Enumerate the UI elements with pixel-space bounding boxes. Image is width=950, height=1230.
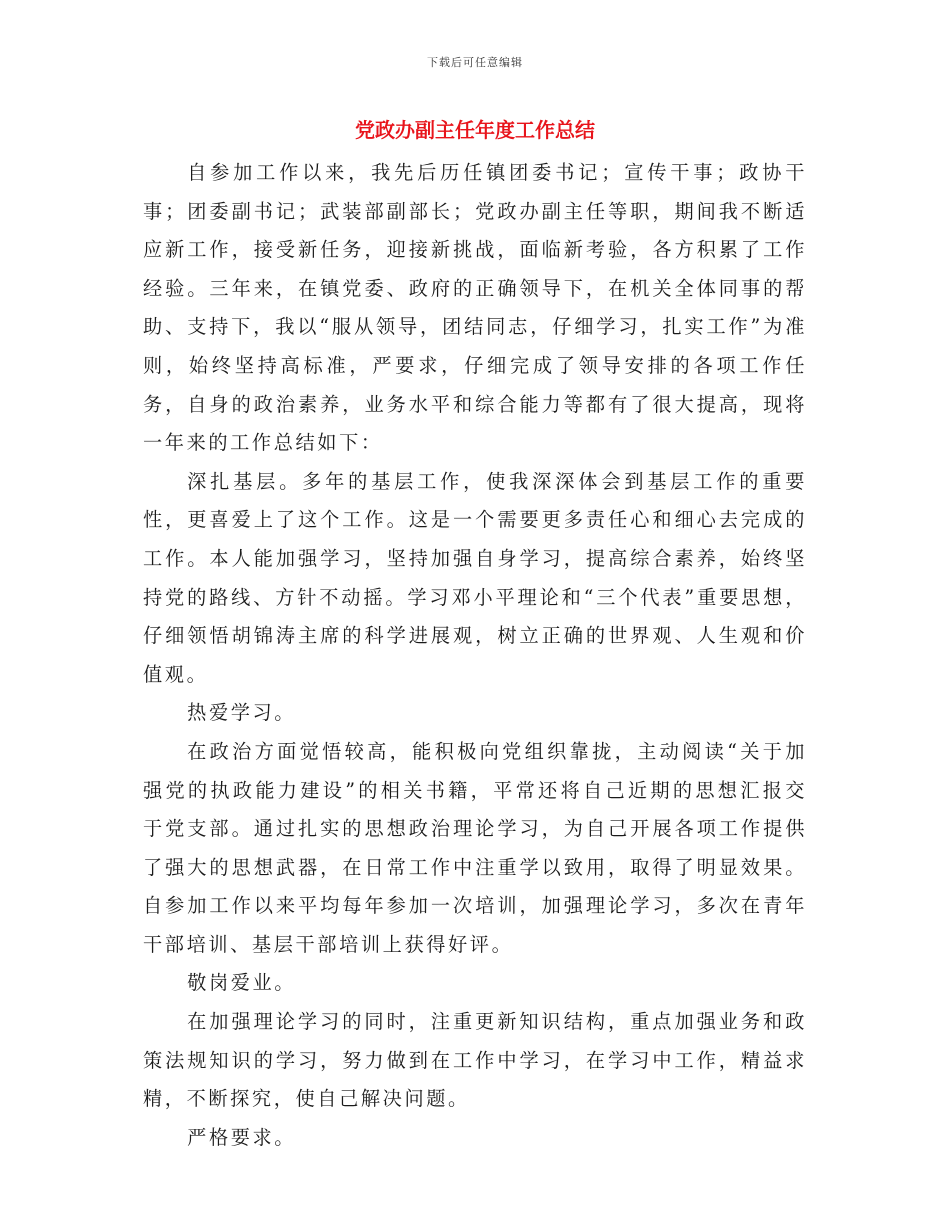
header-note: 下载后可任意编辑 bbox=[427, 56, 523, 69]
section-heading-study: 热爱学习。 bbox=[187, 701, 297, 725]
paragraph-dedication: 在加强理论学习的同时，注重更新知识结构，重点加强业务和政策法规知识的学习，努力做到在工作中学习，在学习中工作，精益求精，不断探究，使自己解决问题。 bbox=[143, 1010, 807, 1111]
section-heading-dedication: 敬岗爱业。 bbox=[187, 971, 297, 995]
paragraph-intro: 自参加工作以来，我先后历任镇团委书记；宣传干事；政协干事；团委副书记；武装部副部长；党政办副主任等职，期间我不断适应新工作，接受新任务，迎接新挑战，面临新考验，各方积累了工作经验。三年来，在镇党委、政府的正确领导下，在机关全体同事的帮助、支持下，我以“服从领导，团结同志，仔细学习，扎实工作”为准则，始终坚持高标准，严要求，仔细完成了领导安排的各项工作任务，自身的政治素养，业务水平和综合能力等都有了很大提高，现将一年来的工作总结如下： bbox=[143, 161, 807, 455]
paragraph-study: 在政治方面觉悟较高，能积极向党组织靠拢，主动阅读“关于加强党的执政能力建设”的相关书籍，平常还将自己近期的思想汇报交于党支部。通过扎实的思想政治理论学习，为自己开展各项工作提供了强大的思想武器，在日常工作中注重学以致用，取得了明显效果。自参加工作以来平均每年参加一次培训，加强理论学习，多次在青年干部培训、基层干部培训上获得好评。 bbox=[143, 739, 807, 956]
document-body bbox=[143, 154, 807, 1157]
page-title: 党政办副主任年度工作总结 bbox=[355, 118, 595, 142]
section-heading-strict: 严格要求。 bbox=[187, 1125, 297, 1149]
paragraph-grassroots: 深扎基层。多年的基层工作，使我深深体会到基层工作的重要性，更喜爱上了这个工作。这是一个需要更多责任心和细心去完成的工作。本人能加强学习，坚持加强自身学习，提高综合素养，始终坚持党的路线、方针不动摇。学习邓小平理论和“三个代表”重要思想，仔细领悟胡锦涛主席的科学进展观，树立正确的世界观、人生观和价值观。 bbox=[143, 469, 807, 686]
